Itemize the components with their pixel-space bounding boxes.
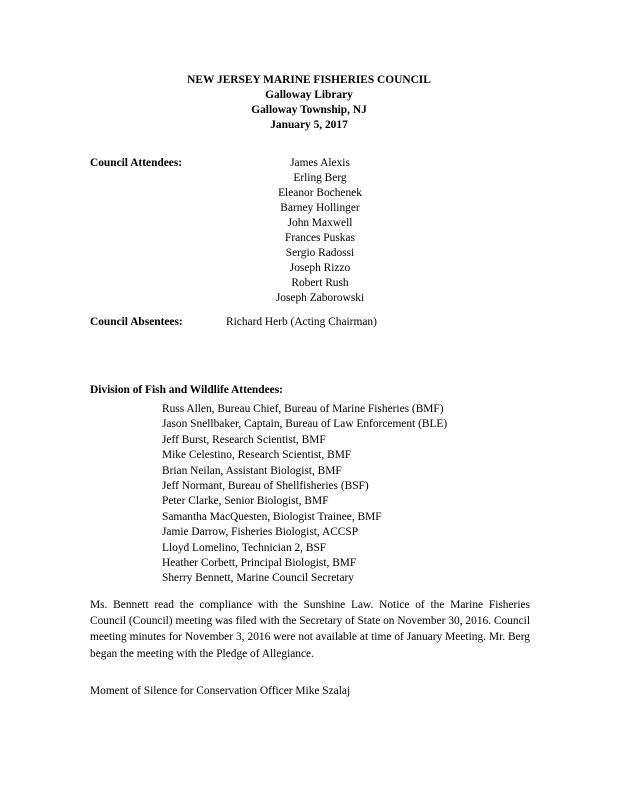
list-item: Joseph Rizzo: [289, 262, 351, 274]
list-item: Peter Clarke, Senior Biologist, BMF: [162, 495, 329, 508]
council-absentees-value: Richard Herb (Acting Chairman): [226, 316, 377, 328]
location: Galloway Township, NJ: [251, 104, 367, 116]
venue: Galloway Library: [265, 89, 353, 101]
list-item: Brian Neilan, Assistant Biologist, BMF: [162, 464, 342, 477]
organization-title: NEW JERSEY MARINE FISHERIES COUNCIL: [187, 74, 431, 86]
list-item: Sherry Bennett, Marine Council Secretary: [162, 572, 355, 585]
list-item: Frances Puskas: [285, 232, 355, 244]
list-item: Jeff Burst, Research Scientist, BMF: [162, 433, 326, 446]
list-item: Robert Rush: [291, 277, 349, 289]
division-attendees-label: Division of Fish and Wildlife Attendees:: [90, 384, 283, 396]
division-attendees-list: [162, 402, 447, 587]
list-item: Jamie Darrow, Fisheries Biologist, ACCSP: [162, 526, 359, 539]
council-absentees-label: Council Absentees:: [90, 316, 183, 328]
meeting-date: January 5, 2017: [270, 119, 348, 131]
opening-paragraph: Ms. Bennett read the compliance with the Sunshine Law. Notice of the Marine Fisheries Council (Council) meeting was filed with the Secretary of State on November 30, 2016. Council meeting minutes for November 3, 2016 were not available at time of January Meeting. Mr. Berg began the meeting with the Pledge of Allegiance.: [90, 599, 530, 660]
list-item: Joseph Zaborowski: [275, 292, 365, 304]
list-item: Heather Corbett, Principal Biologist, BMF: [162, 557, 357, 570]
list-item: Samantha MacQuesten, Biologist Trainee, BMF: [162, 510, 382, 523]
list-item: Lloyd Lomelino, Technician 2, BSF: [162, 541, 327, 554]
list-item: Jeff Normant, Bureau of Shellfisheries (BSF): [162, 480, 369, 493]
council-attendees-list: [210, 156, 430, 306]
list-item: Mike Celestino, Research Scientist, BMF: [162, 449, 352, 462]
moment-of-silence: Moment of Silence for Conservation Officer Mike Szalaj: [90, 685, 351, 697]
council-attendees-label: Council Attendees:: [90, 157, 183, 169]
list-item: Jason Snellbaker, Captain, Bureau of Law Enforcement (BLE): [162, 418, 448, 431]
list-item: John Maxwell: [287, 217, 353, 229]
list-item: James Alexis: [290, 157, 350, 169]
list-item: Barney Hollinger: [280, 202, 360, 214]
document-header: [0, 73, 618, 133]
list-item: Sergio Radossi: [285, 247, 355, 259]
list-item: Eleanor Bochenek: [278, 187, 362, 199]
list-item: Erling Berg: [293, 172, 347, 184]
list-item: Russ Allen, Bureau Chief, Bureau of Marine Fisheries (BMF): [162, 403, 444, 415]
